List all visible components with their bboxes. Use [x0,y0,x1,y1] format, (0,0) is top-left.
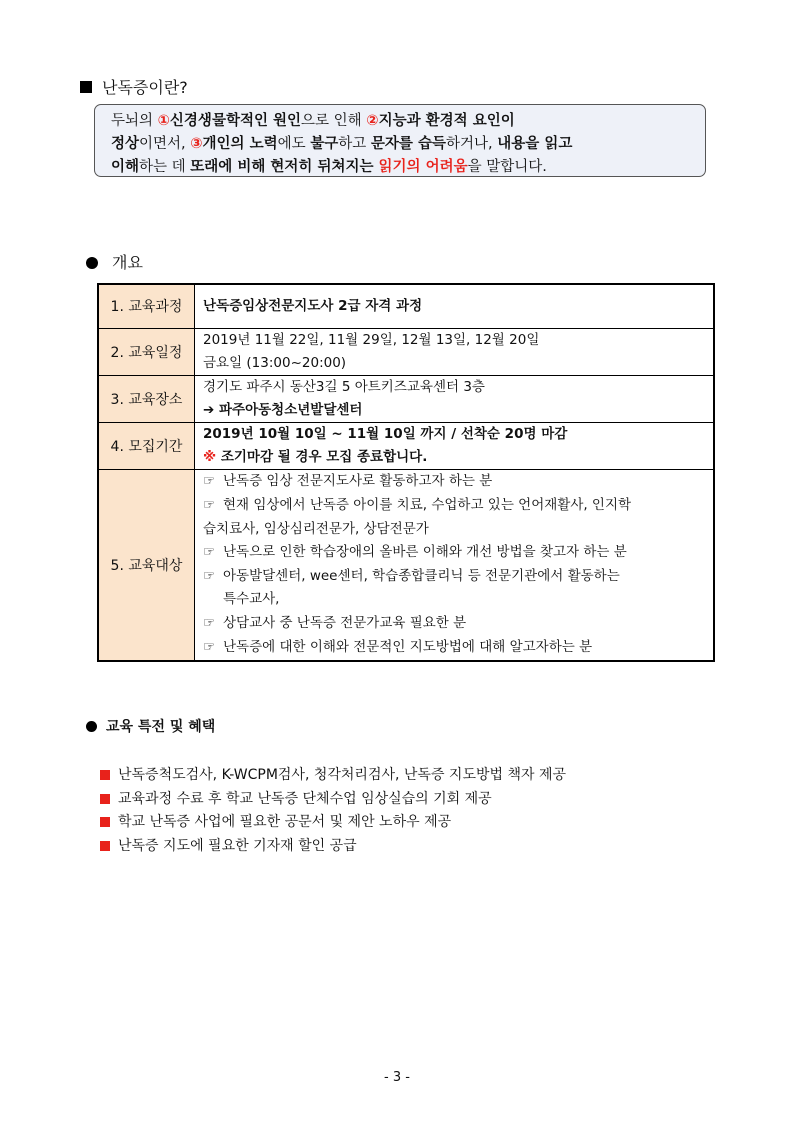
row-label: 1. 교육과정 [98,284,195,328]
pointing-hand-icon: ☞ [203,638,216,655]
pointing-hand-icon: ☞ [203,473,216,490]
row-value [195,469,715,661]
table-row [98,375,714,422]
circle-bullet-icon [86,721,97,732]
row-label: 2. 교육일정 [98,328,195,375]
square-bullet-icon [80,81,92,93]
row-value: 경기도 파주시 동산3길 5 아트키즈교육센터 3층 ➔ 파주아동청소년발달센터 [195,375,715,422]
overview-heading: 개요 [86,250,143,273]
list-item: ☞ 난독증 임상 전문지도사로 활동하고자 하는 분 [203,470,713,494]
definition-line-2: 정상이면서, ③개인의 노력에도 불구하고 문자를 습득하거나, 내용을 읽고 [111,136,573,152]
list-item: ☞ 난독증에 대한 이해와 전문적인 지도방법에 대해 알고자하는 분 [203,636,713,660]
row-label: 5. 교육대상 [98,469,195,661]
list-item-continuation: 습치료사, 임상심리전문가, 상담전문가 [203,520,429,537]
list-item: ☞ 난독으로 인한 학습장애의 올바른 이해와 개선 방법을 찾고자 하는 분 [203,541,713,565]
table-row [98,328,714,375]
list-item-continuation: 특수교사, [223,591,280,608]
list-item: 교육과정 수료 후 학교 난독증 단체수업 임상실습의 기회 제공 [100,788,566,812]
row-label: 3. 교육장소 [98,375,195,422]
definition-line-3: 이해하는 데 또래에 비해 현저히 뒤쳐지는 읽기의 어려움을 말합니다. [111,159,547,175]
table-row [98,422,714,469]
row-value: 2019년 11월 22일, 11월 29일, 12월 13일, 12월 20일 금요일 (13:00~20:00) [195,328,715,375]
pointing-hand-icon: ☞ [203,496,216,513]
table-row [98,469,714,661]
list-item: 난독증척도검사, K-WCPM검사, 청각처리검사, 난독증 지도방법 책자 제공 [100,764,566,788]
benefits-heading: 교육 특전 및 혜택 [86,716,215,736]
row-label: 4. 모집기간 [98,422,195,469]
red-square-bullet-icon [100,794,110,804]
red-square-bullet-icon [100,841,110,851]
list-item: ☞ 상담교사 중 난독증 전문가교육 필요한 분 [203,612,713,636]
pointing-hand-icon: ☞ [203,614,216,631]
list-item: ☞ 아동발달센터, wee센터, 학습종합클리닉 등 전문기관에서 활동하는 [203,565,713,589]
pointing-hand-icon: ☞ [203,544,216,561]
definition-line-1: 두뇌의 ①신경생물학적인 원인으로 인해 ②지능과 환경적 요인이 [111,113,515,129]
row-value: 2019년 10월 10일 ~ 11월 10일 까지 / 선착순 20명 마감 ※ 조기마감 될 경우 모집 종료합니다. [195,422,715,469]
red-square-bullet-icon [100,770,110,780]
pointing-hand-icon: ☞ [203,567,216,584]
table-row [98,284,714,328]
list-item: ☞ 현재 임상에서 난독증 아이를 치료, 수업하고 있는 언어재활사, 인지학 [203,494,713,518]
overview-table [97,283,715,662]
definition-heading: 난독증이란? [80,75,188,98]
list-item: 학교 난독증 사업에 필요한 공문서 및 제안 노하우 제공 [100,811,566,835]
row-value: 난독증임상전문지도사 2급 자격 과정 [195,284,715,328]
red-square-bullet-icon [100,817,110,827]
circle-bullet-icon [86,257,98,269]
list-item: 난독증 지도에 필요한 기자재 할인 공급 [100,835,566,859]
benefits-list [100,764,566,858]
definition-callout [94,104,706,177]
page-number: - 3 - [384,1070,410,1085]
reference-mark-icon: ※ [203,448,217,465]
